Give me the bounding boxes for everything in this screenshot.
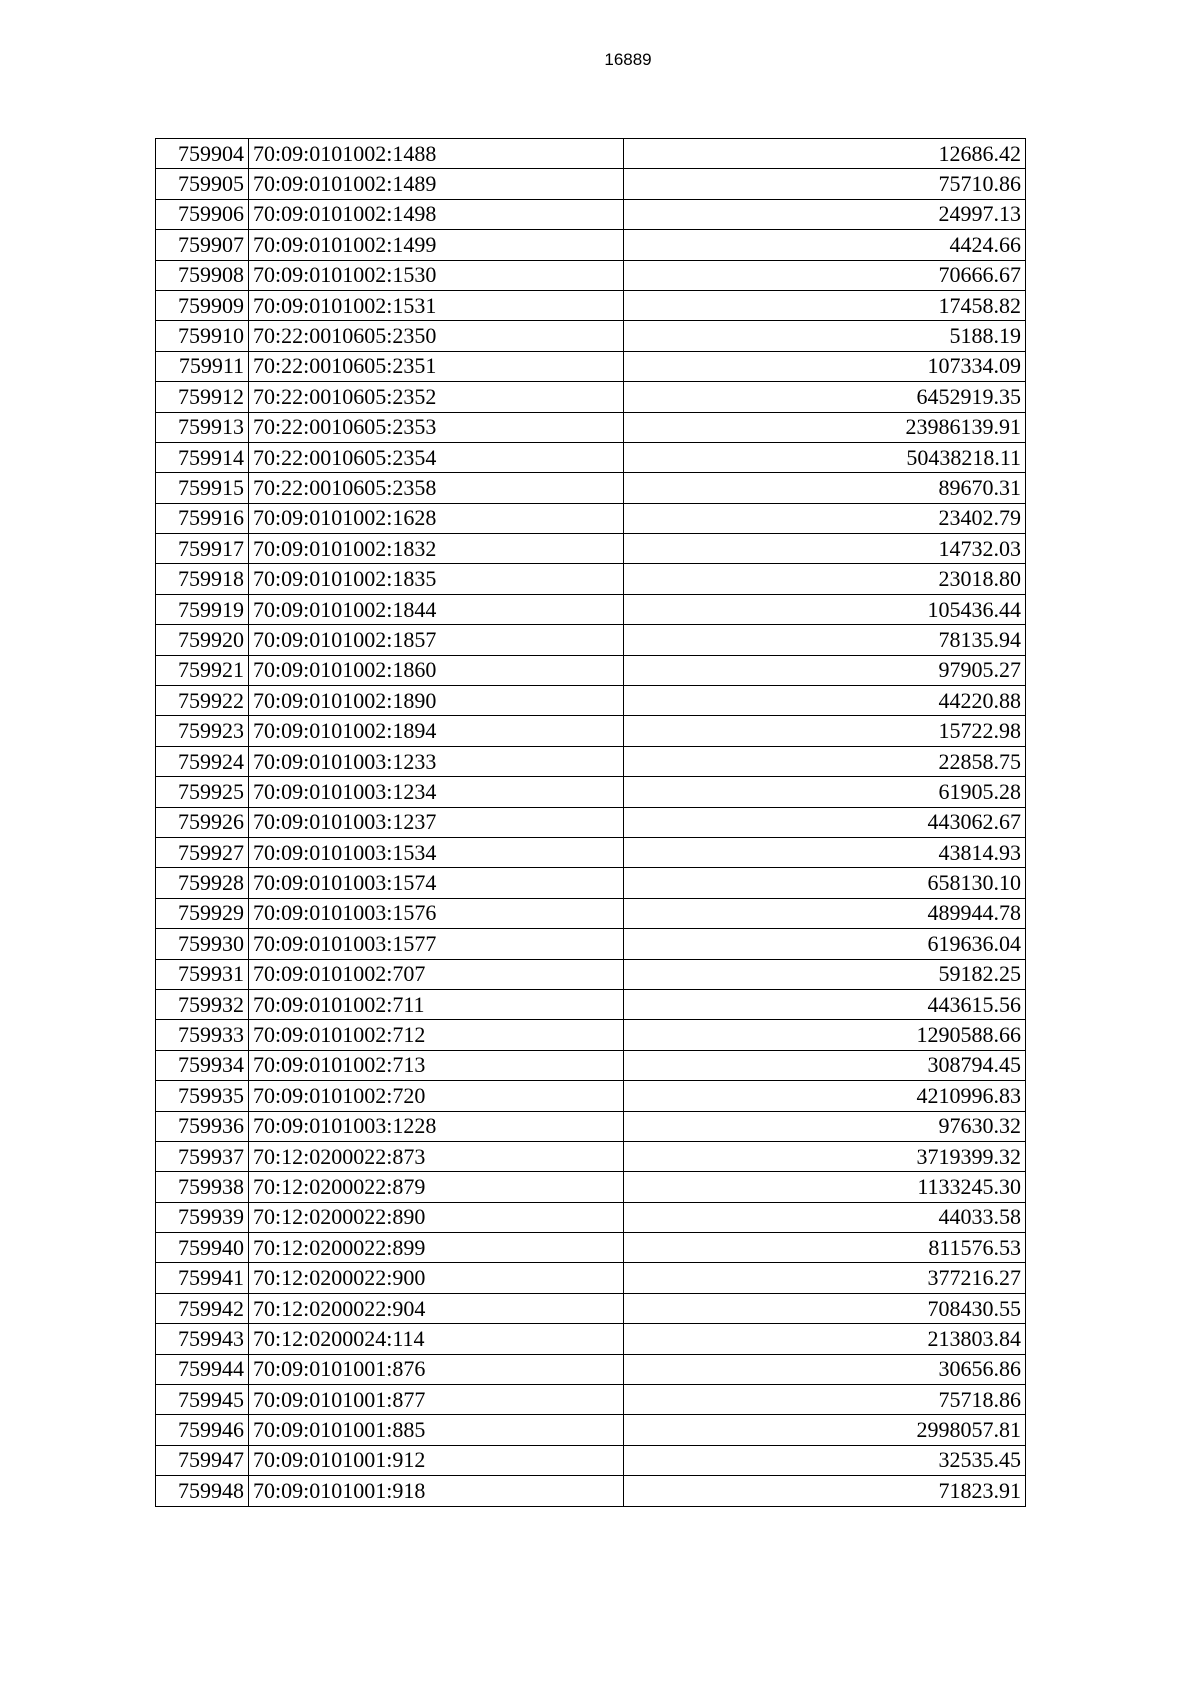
row-number-cell: 759927 (156, 837, 249, 867)
cadastral-number-cell: 70:09:0101002:1860 (249, 655, 624, 685)
cadastral-number-cell: 70:12:0200022:904 (249, 1293, 624, 1323)
value-cell: 44033.58 (624, 1202, 1026, 1232)
value-cell: 61905.28 (624, 777, 1026, 807)
cadastral-number-cell: 70:09:0101002:1832 (249, 534, 624, 564)
cadastral-number-cell: 70:09:0101002:711 (249, 989, 624, 1019)
table-row (156, 1081, 1026, 1111)
table-row (156, 1172, 1026, 1202)
cadastral-number-cell: 70:12:0200022:873 (249, 1141, 624, 1171)
table-row (156, 382, 1026, 412)
table-row (156, 1415, 1026, 1445)
row-number-cell: 759943 (156, 1324, 249, 1354)
table-row (156, 1354, 1026, 1384)
cadastral-number-cell: 70:09:0101002:1498 (249, 199, 624, 229)
row-number-cell: 759912 (156, 382, 249, 412)
cadastral-number-cell: 70:09:0101002:720 (249, 1081, 624, 1111)
row-number-cell: 759941 (156, 1263, 249, 1293)
cadastral-number-cell: 70:09:0101003:1233 (249, 746, 624, 776)
row-number-cell: 759923 (156, 716, 249, 746)
table-row (156, 1050, 1026, 1080)
value-cell: 17458.82 (624, 290, 1026, 320)
row-number-cell: 759928 (156, 868, 249, 898)
value-cell: 2998057.81 (624, 1415, 1026, 1445)
row-number-cell: 759931 (156, 959, 249, 989)
cadastral-value-table (155, 138, 1026, 1507)
table-row (156, 564, 1026, 594)
table-row (156, 777, 1026, 807)
cadastral-number-cell: 70:12:0200022:890 (249, 1202, 624, 1232)
table-body (156, 139, 1026, 1507)
row-number-cell: 759908 (156, 260, 249, 290)
table-row (156, 868, 1026, 898)
row-number-cell: 759926 (156, 807, 249, 837)
value-cell: 22858.75 (624, 746, 1026, 776)
row-number-cell: 759916 (156, 503, 249, 533)
table-row (156, 230, 1026, 260)
value-cell: 50438218.11 (624, 442, 1026, 472)
row-number-cell: 759919 (156, 594, 249, 624)
value-cell: 308794.45 (624, 1050, 1026, 1080)
table-row (156, 655, 1026, 685)
row-number-cell: 759946 (156, 1415, 249, 1445)
cadastral-number-cell: 70:09:0101001:876 (249, 1354, 624, 1384)
cadastral-number-cell: 70:09:0101003:1234 (249, 777, 624, 807)
table-row (156, 1385, 1026, 1415)
value-cell: 377216.27 (624, 1263, 1026, 1293)
value-cell: 15722.98 (624, 716, 1026, 746)
cadastral-number-cell: 70:09:0101001:877 (249, 1385, 624, 1415)
value-cell: 1133245.30 (624, 1172, 1026, 1202)
value-cell: 59182.25 (624, 959, 1026, 989)
value-cell: 75710.86 (624, 169, 1026, 199)
value-cell: 4210996.83 (624, 1081, 1026, 1111)
cadastral-number-cell: 70:22:0010605:2358 (249, 473, 624, 503)
table-row (156, 1293, 1026, 1323)
cadastral-number-cell: 70:22:0010605:2350 (249, 321, 624, 351)
cadastral-number-cell: 70:09:0101002:1628 (249, 503, 624, 533)
value-cell: 23402.79 (624, 503, 1026, 533)
value-cell: 44220.88 (624, 686, 1026, 716)
cadastral-number-cell: 70:12:0200022:879 (249, 1172, 624, 1202)
row-number-cell: 759909 (156, 290, 249, 320)
cadastral-number-cell: 70:09:0101001:918 (249, 1476, 624, 1506)
table-row (156, 716, 1026, 746)
cadastral-number-cell: 70:09:0101002:1488 (249, 139, 624, 169)
value-cell: 489944.78 (624, 898, 1026, 928)
table-row (156, 898, 1026, 928)
value-cell: 3719399.32 (624, 1141, 1026, 1171)
table-row (156, 412, 1026, 442)
row-number-cell: 759930 (156, 929, 249, 959)
cadastral-number-cell: 70:12:0200024:114 (249, 1324, 624, 1354)
cadastral-number-cell: 70:09:0101003:1577 (249, 929, 624, 959)
table-row (156, 290, 1026, 320)
table-row (156, 807, 1026, 837)
row-number-cell: 759905 (156, 169, 249, 199)
table-row (156, 1233, 1026, 1263)
cadastral-number-cell: 70:09:0101002:1489 (249, 169, 624, 199)
cadastral-number-cell: 70:09:0101001:912 (249, 1445, 624, 1475)
table-row (156, 473, 1026, 503)
cadastral-number-cell: 70:09:0101002:1844 (249, 594, 624, 624)
cadastral-number-cell: 70:09:0101002:1530 (249, 260, 624, 290)
row-number-cell: 759922 (156, 686, 249, 716)
table-row (156, 260, 1026, 290)
cadastral-number-cell: 70:22:0010605:2352 (249, 382, 624, 412)
row-number-cell: 759947 (156, 1445, 249, 1475)
row-number-cell: 759936 (156, 1111, 249, 1141)
value-cell: 105436.44 (624, 594, 1026, 624)
table-row (156, 959, 1026, 989)
table-row (156, 321, 1026, 351)
row-number-cell: 759938 (156, 1172, 249, 1202)
table-row (156, 503, 1026, 533)
value-cell: 12686.42 (624, 139, 1026, 169)
value-cell: 70666.67 (624, 260, 1026, 290)
value-cell: 23018.80 (624, 564, 1026, 594)
cadastral-number-cell: 70:09:0101002:713 (249, 1050, 624, 1080)
table-row (156, 989, 1026, 1019)
value-cell: 619636.04 (624, 929, 1026, 959)
row-number-cell: 759913 (156, 412, 249, 442)
row-number-cell: 759935 (156, 1081, 249, 1111)
value-cell: 78135.94 (624, 625, 1026, 655)
row-number-cell: 759944 (156, 1354, 249, 1384)
value-cell: 71823.91 (624, 1476, 1026, 1506)
value-cell: 811576.53 (624, 1233, 1026, 1263)
table-row (156, 837, 1026, 867)
row-number-cell: 759925 (156, 777, 249, 807)
cadastral-number-cell: 70:12:0200022:900 (249, 1263, 624, 1293)
cadastral-number-cell: 70:22:0010605:2354 (249, 442, 624, 472)
table-row (156, 1476, 1026, 1506)
cadastral-number-cell: 70:09:0101001:885 (249, 1415, 624, 1445)
cadastral-number-cell: 70:09:0101002:1531 (249, 290, 624, 320)
row-number-cell: 759920 (156, 625, 249, 655)
row-number-cell: 759918 (156, 564, 249, 594)
row-number-cell: 759939 (156, 1202, 249, 1232)
value-cell: 5188.19 (624, 321, 1026, 351)
value-cell: 30656.86 (624, 1354, 1026, 1384)
table-row (156, 746, 1026, 776)
row-number-cell: 759904 (156, 139, 249, 169)
cadastral-number-cell: 70:09:0101003:1534 (249, 837, 624, 867)
row-number-cell: 759942 (156, 1293, 249, 1323)
table-row (156, 351, 1026, 381)
cadastral-number-cell: 70:22:0010605:2351 (249, 351, 624, 381)
row-number-cell: 759910 (156, 321, 249, 351)
cadastral-number-cell: 70:09:0101002:1890 (249, 686, 624, 716)
value-cell: 6452919.35 (624, 382, 1026, 412)
value-cell: 75718.86 (624, 1385, 1026, 1415)
cadastral-number-cell: 70:09:0101002:707 (249, 959, 624, 989)
cadastral-number-cell: 70:09:0101002:1857 (249, 625, 624, 655)
table-row (156, 625, 1026, 655)
row-number-cell: 759907 (156, 230, 249, 260)
value-cell: 1290588.66 (624, 1020, 1026, 1050)
row-number-cell: 759948 (156, 1476, 249, 1506)
cadastral-number-cell: 70:22:0010605:2353 (249, 412, 624, 442)
table-row (156, 686, 1026, 716)
row-number-cell: 759911 (156, 351, 249, 381)
table-row (156, 929, 1026, 959)
cadastral-number-cell: 70:09:0101003:1574 (249, 868, 624, 898)
table-row (156, 1141, 1026, 1171)
cadastral-number-cell: 70:09:0101002:1894 (249, 716, 624, 746)
value-cell: 708430.55 (624, 1293, 1026, 1323)
value-cell: 4424.66 (624, 230, 1026, 260)
cadastral-number-cell: 70:09:0101003:1237 (249, 807, 624, 837)
value-cell: 24997.13 (624, 199, 1026, 229)
value-cell: 14732.03 (624, 534, 1026, 564)
value-cell: 658130.10 (624, 868, 1026, 898)
row-number-cell: 759917 (156, 534, 249, 564)
table-row (156, 1020, 1026, 1050)
table-row (156, 594, 1026, 624)
table-row (156, 534, 1026, 564)
cadastral-number-cell: 70:09:0101003:1576 (249, 898, 624, 928)
cadastral-number-cell: 70:09:0101003:1228 (249, 1111, 624, 1141)
table-row (156, 1263, 1026, 1293)
value-cell: 213803.84 (624, 1324, 1026, 1354)
value-cell: 97905.27 (624, 655, 1026, 685)
cadastral-number-cell: 70:09:0101002:1835 (249, 564, 624, 594)
value-cell: 43814.93 (624, 837, 1026, 867)
row-number-cell: 759929 (156, 898, 249, 928)
table-row (156, 139, 1026, 169)
row-number-cell: 759940 (156, 1233, 249, 1263)
value-cell: 97630.32 (624, 1111, 1026, 1141)
table-row (156, 1111, 1026, 1141)
cadastral-number-cell: 70:09:0101002:1499 (249, 230, 624, 260)
page-number: 16889 (604, 50, 652, 69)
row-number-cell: 759933 (156, 1020, 249, 1050)
row-number-cell: 759937 (156, 1141, 249, 1171)
row-number-cell: 759914 (156, 442, 249, 472)
table-row (156, 169, 1026, 199)
table-row (156, 442, 1026, 472)
value-cell: 107334.09 (624, 351, 1026, 381)
row-number-cell: 759906 (156, 199, 249, 229)
value-cell: 23986139.91 (624, 412, 1026, 442)
value-cell: 89670.31 (624, 473, 1026, 503)
row-number-cell: 759915 (156, 473, 249, 503)
row-number-cell: 759945 (156, 1385, 249, 1415)
table-row (156, 1445, 1026, 1475)
row-number-cell: 759924 (156, 746, 249, 776)
value-cell: 443062.67 (624, 807, 1026, 837)
row-number-cell: 759921 (156, 655, 249, 685)
row-number-cell: 759932 (156, 989, 249, 1019)
table-row (156, 199, 1026, 229)
value-cell: 32535.45 (624, 1445, 1026, 1475)
cadastral-number-cell: 70:09:0101002:712 (249, 1020, 624, 1050)
value-cell: 443615.56 (624, 989, 1026, 1019)
cadastral-number-cell: 70:12:0200022:899 (249, 1233, 624, 1263)
table-row (156, 1202, 1026, 1232)
row-number-cell: 759934 (156, 1050, 249, 1080)
table-row (156, 1324, 1026, 1354)
